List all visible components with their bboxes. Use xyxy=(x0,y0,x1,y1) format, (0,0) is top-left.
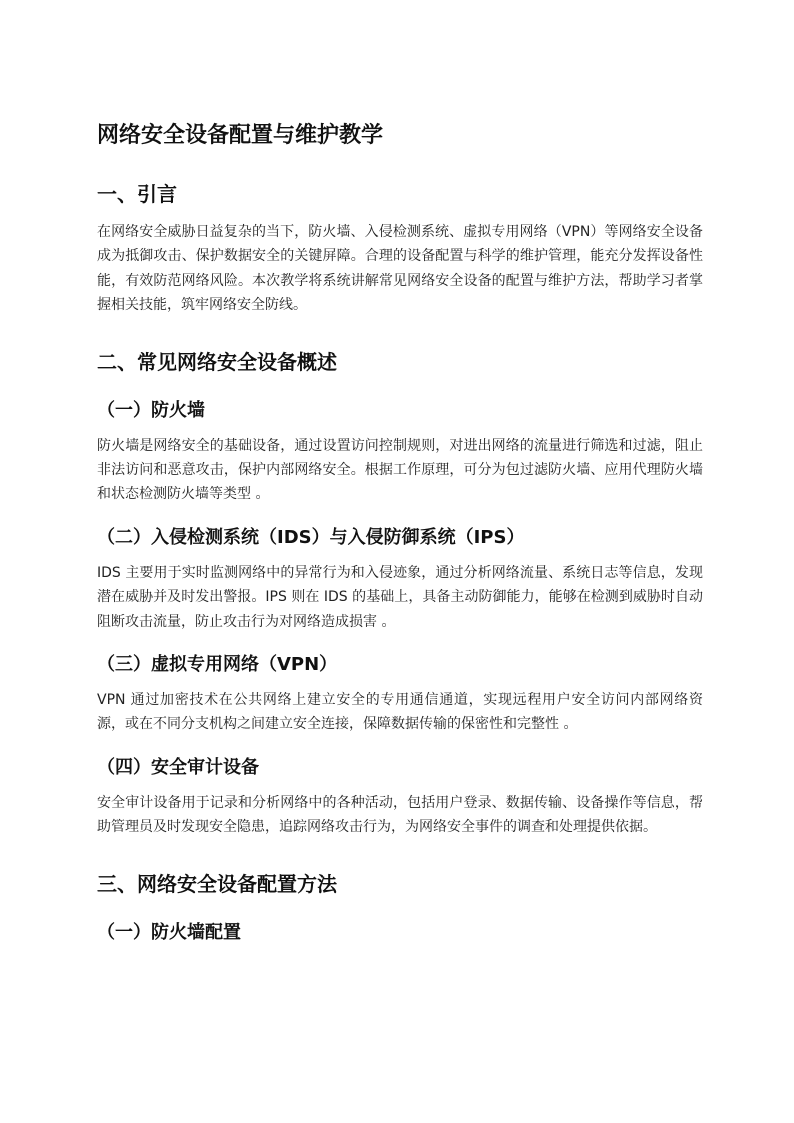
subsection-heading-vpn: （三）虚拟专用网络（VPN） xyxy=(97,654,338,676)
subsection-heading-audit: （四）安全审计设备 xyxy=(97,756,259,778)
section-heading-intro: 一、引言 xyxy=(97,182,177,206)
vpn-paragraph: VPN 通过加密技术在公共网络上建立安全的专用通信通道，实现远程用户安全访问内部网络资源，或在不同分支机构之间建立安全连接，保障数据传输的保密性和完整性 。 xyxy=(97,692,703,733)
intro-paragraph: 在网络安全威胁日益复杂的当下，防火墙、入侵检测系统、虚拟专用网络（VPN）等网络安全设备成为抵御攻击、保护数据安全的关键屏障。合理的设备配置与科学的维护管理，能充分发挥设备性能，有效防范网络风险。本次教学将系统讲解常见网络安全设备的配置与维护方法，帮助学习者掌握相关技能，筑牢网络安全防线。 xyxy=(97,224,703,314)
document-page xyxy=(97,118,703,956)
subsection-heading-firewall: （一）防火墙 xyxy=(97,399,205,421)
audit-paragraph: 安全审计设备用于记录和分析网络中的各种活动，包括用户登录、数据传输、设备操作等信息，帮助管理员及时发现安全隐患，追踪网络攻击行为，为网络安全事件的调查和处理提供依据。 xyxy=(97,794,703,836)
subsection-heading-firewall-config: （一）防火墙配置 xyxy=(97,921,241,943)
subsection-heading-ids-ips: （二）入侵检测系统（IDS）与入侵防御系统（IPS） xyxy=(97,526,525,548)
section-heading-overview: 二、常见网络安全设备概述 xyxy=(97,349,337,374)
document-title: 网络安全设备配置与维护教学 xyxy=(97,123,384,148)
ids-ips-paragraph: IDS 主要用于实时监测网络中的异常行为和入侵迹象，通过分析网络流量、系统日志等信息，发现潜在威胁并及时发出警报。IPS 则在 IDS 的基础上，具备主动防御能力，能够在检测到威胁时自动阻断攻击流量，防止攻击行为对网络造成损害 。 xyxy=(97,564,703,630)
firewall-paragraph: 防火墙是网络安全的基础设备，通过设置访问控制规则，对进出网络的流量进行筛选和过滤，阻止非法访问和恶意攻击，保护内部网络安全。根据工作原理，可分为包过滤防火墙、应用代理防火墙和状态检测防火墙等类型 。 xyxy=(97,437,703,503)
section-heading-config: 三、网络安全设备配置方法 xyxy=(97,871,337,896)
